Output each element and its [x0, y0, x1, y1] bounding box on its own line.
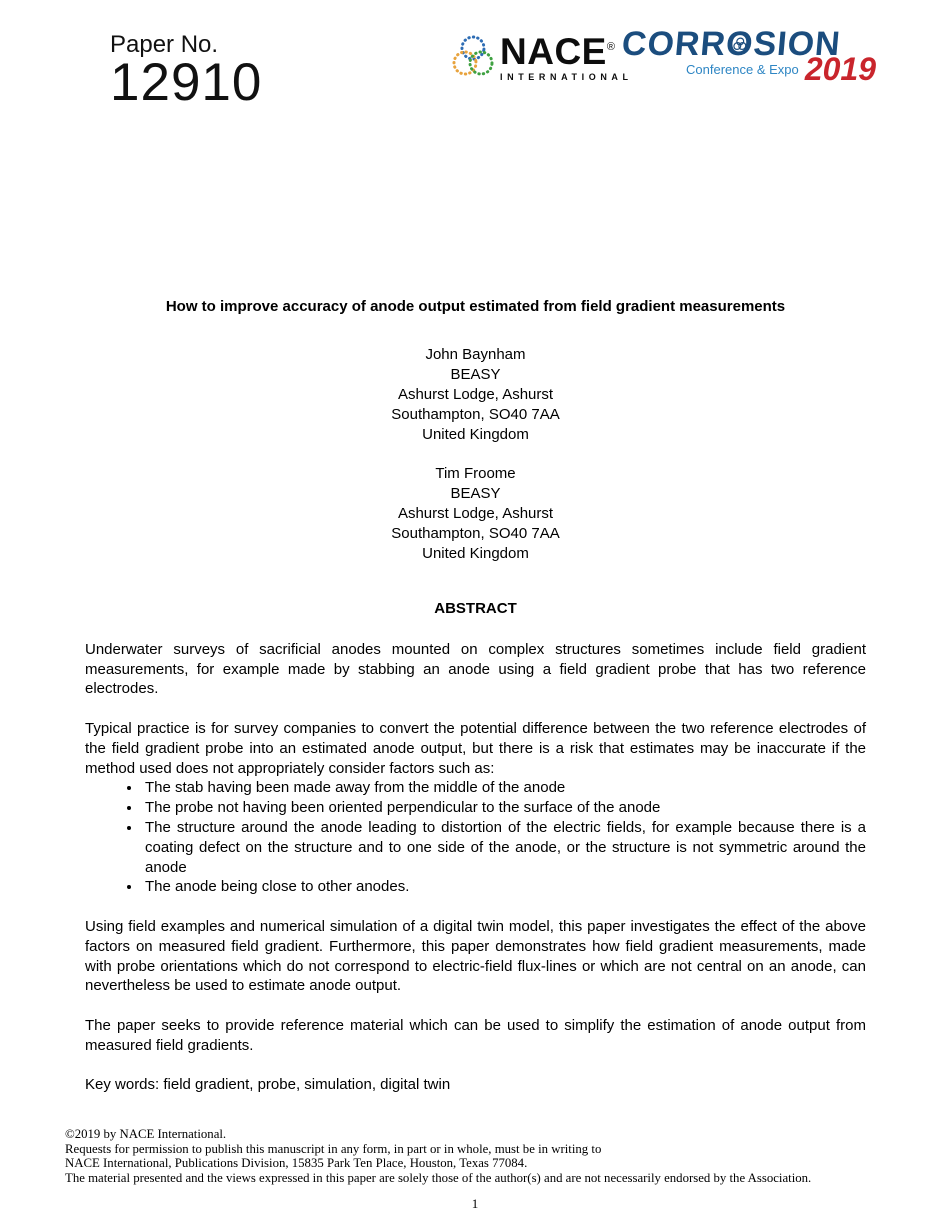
abstract-section	[85, 599, 866, 1095]
paper-number-block	[110, 31, 263, 112]
nace-wordmark-text: NACE	[500, 31, 607, 72]
author-country: United Kingdom	[422, 426, 529, 443]
corrosion-part-2: O	[724, 25, 756, 63]
paper-no-label: Paper No.	[110, 31, 219, 58]
corrosion-subtitle: Conference & Expo	[686, 62, 799, 77]
corrosion-part-3: SION	[751, 25, 843, 63]
page-number: 1	[471, 1196, 479, 1211]
corrosion-knot-o	[724, 25, 756, 63]
author-address-line2: Southampton, SO40 7AA	[391, 525, 560, 542]
author-block-1	[85, 345, 866, 445]
nace-subtitle: INTERNATIONAL	[500, 72, 633, 82]
author-company: BEASY	[450, 485, 501, 502]
abstract-paragraph-2: Typical practice is for survey companies to convert the potential difference between the two reference electrodes of the field gradient probe into an estimated anode output, but there is a risk that estimates may be inaccurate if the method used does not appropriately consider factors such as:	[85, 719, 866, 777]
nace-wordmark	[500, 30, 633, 72]
abstract-paragraph-4: The paper seeks to provide reference material which can be used to simplify the estimation of anode output from measured field gradients.	[85, 1016, 866, 1054]
bullet-item: • The stab having been made away from the middle of the anode	[142, 778, 866, 798]
author-address-line1: Ashurst Lodge, Ashurst	[397, 505, 554, 522]
author-name: John Baynham	[425, 346, 526, 363]
author-name: Tim Froome	[435, 465, 516, 482]
bullet-item: • The anode being close to other anodes.	[142, 877, 866, 897]
author-address-line1: Ashurst Lodge, Ashurst	[397, 386, 554, 403]
corrosion-year: 2019	[804, 51, 876, 87]
author-company: BEASY	[450, 366, 501, 383]
nace-international-logo	[451, 30, 633, 82]
corrosion-o-knot-icon	[731, 36, 749, 53]
nace-logo-text	[500, 30, 633, 82]
keywords-line: Key words: field gradient, probe, simulation, digital twin	[85, 1076, 451, 1094]
registered-trademark-symbol: ®	[606, 41, 615, 53]
abstract-paragraph-1: Underwater surveys of sacrificial anodes mounted on complex structures sometimes include field gradient measurements, for example made by stabbing an anode using a field gradient probe that has two reference electrodes.	[85, 640, 866, 698]
author-country: United Kingdom	[422, 545, 529, 562]
corrosion-part-1: CORR	[620, 25, 728, 63]
abstract-bullet-list	[85, 778, 866, 897]
corrosion-2019-logo	[620, 25, 876, 90]
copyright-footer	[65, 1127, 875, 1185]
bullet-item: • The structure around the anode leading to distortion of the electric fields, for example because there is a coating defect on the structure and to one side of the anode, or the structure is not symmetric around the anode	[142, 818, 866, 877]
abstract-heading: ABSTRACT	[434, 600, 517, 617]
paper-no-value: 12910	[110, 53, 263, 112]
authors-section	[85, 345, 866, 564]
nace-knot-icon	[451, 32, 495, 82]
footer-line: Requests for permission to publish this manuscript in any form, in part or in whole, must be in writing to	[65, 1141, 602, 1156]
bullet-item: • The probe not having been oriented perpendicular to the surface of the anode	[142, 798, 866, 818]
author-block-2	[85, 464, 866, 564]
abstract-paragraph-3: Using field examples and numerical simulation of a digital twin model, this paper investigates the effect of the above factors on measured field gradient. Furthermore, this paper demonstrates how field gradient measurements, made with probe orientations which do not correspond to electric-field flux-lines or which are not central on an anode, can nevertheless be used to estimate anode output.	[85, 917, 866, 995]
paper-title: How to improve accuracy of anode output estimated from field gradient measurements	[165, 298, 786, 315]
footer-line: ©2019 by NACE International.	[65, 1127, 227, 1141]
footer-line: The material presented and the views expressed in this paper are solely those of the author(s) and are not necessarily endorsed by the Association.	[65, 1170, 812, 1185]
author-address-line2: Southampton, SO40 7AA	[391, 406, 560, 423]
footer-line: NACE International, Publications Division, 15835 Park Ten Place, Houston, Texas 77084.	[65, 1156, 528, 1171]
